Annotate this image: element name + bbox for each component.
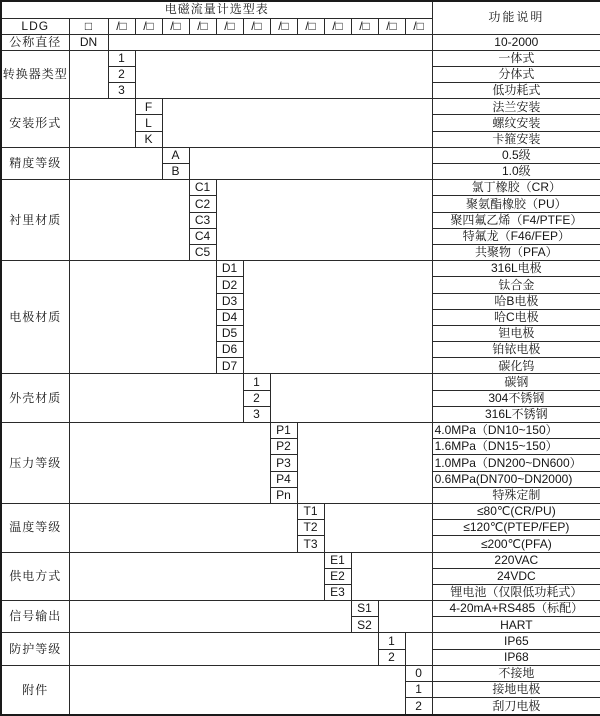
option-code-cell: T1: [297, 503, 324, 519]
function-description-cell: 刮刀电极: [432, 698, 600, 715]
option-code-cell: B: [162, 164, 189, 180]
function-description-cell: IP65: [432, 633, 600, 649]
spacer-cell: [69, 50, 108, 99]
category-label: 附件: [1, 665, 69, 715]
option-code-cell: K: [135, 131, 162, 147]
function-description-cell: 钽电极: [432, 325, 600, 341]
model-code-slot: /□: [162, 18, 189, 34]
option-row: [1, 99, 600, 115]
function-description-cell: 共聚物（PFA）: [432, 244, 600, 260]
category-label: 安装形式: [1, 99, 69, 148]
option-code-cell: C2: [189, 196, 216, 212]
spacer-cell: [69, 99, 135, 148]
function-description-cell: 氯丁橡胶（CR）: [432, 180, 600, 196]
category-label: 转换器类型: [1, 50, 69, 99]
spacer-cell: [69, 633, 378, 665]
function-description-cell: 4.0MPa（DN10~150）: [432, 423, 600, 439]
category-label: 外壳材质: [1, 374, 69, 423]
model-code-slot: /□: [297, 18, 324, 34]
option-row: [1, 147, 600, 163]
category-label: 防护等级: [1, 633, 69, 665]
option-code-cell: 0: [405, 665, 432, 681]
function-description-cell: 锂电池（仅限低功耗式）: [432, 584, 600, 600]
function-description-cell: 分体式: [432, 66, 600, 82]
model-code-slot: /□: [270, 18, 297, 34]
option-code-cell: 2: [108, 66, 135, 82]
function-description-cell: HART: [432, 617, 600, 633]
function-description-cell: 24VDC: [432, 568, 600, 584]
option-row: [1, 261, 600, 277]
category-label: 供电方式: [1, 552, 69, 601]
spacer-cell: [324, 503, 432, 552]
function-description-cell: 接地电极: [432, 682, 600, 698]
spacer-cell: [162, 99, 432, 148]
function-description-cell: 特殊定制: [432, 487, 600, 503]
option-row: [1, 423, 600, 439]
spacer-cell: [405, 633, 432, 665]
option-code-cell: L: [135, 115, 162, 131]
model-prefix: LDG: [1, 18, 69, 34]
function-description-cell: 聚四氟乙烯（F4/PTFE）: [432, 212, 600, 228]
model-code-slot: /□: [108, 18, 135, 34]
function-description-cell: 316L电极: [432, 261, 600, 277]
option-code-cell: S2: [351, 617, 378, 633]
option-code-cell: 1: [405, 682, 432, 698]
spacer-cell: [69, 552, 324, 601]
spacer-cell: [69, 423, 270, 504]
category-label: 公称直径: [1, 34, 69, 50]
category-label: 衬里材质: [1, 180, 69, 261]
spacer-cell: [297, 423, 432, 504]
function-description-cell: 一体式: [432, 50, 600, 66]
spacer-cell: [69, 374, 243, 423]
spacer-cell: [69, 180, 189, 261]
option-code-cell: 3: [108, 83, 135, 99]
option-code-cell: 1: [378, 633, 405, 649]
model-code-slot: /□: [324, 18, 351, 34]
function-column-header: 功能说明: [432, 1, 600, 34]
spacer-cell: [108, 34, 432, 50]
option-code-cell: D3: [216, 293, 243, 309]
function-description-cell: 0.6MPa(DN700~DN2000): [432, 471, 600, 487]
option-code-cell: F: [135, 99, 162, 115]
function-description-cell: ≤80℃(CR/PU): [432, 503, 600, 519]
page-title: 电磁流量计选型表: [1, 1, 432, 18]
option-row: [1, 180, 600, 196]
option-code-cell: E2: [324, 568, 351, 584]
function-description-cell: ≤200℃(PFA): [432, 536, 600, 552]
function-description-cell: ≤120℃(PTEP/FEP): [432, 520, 600, 536]
function-description-cell: 1.6MPa（DN15~150）: [432, 439, 600, 455]
function-description-cell: 220VAC: [432, 552, 600, 568]
option-row: [1, 601, 600, 617]
option-row: [1, 50, 600, 66]
category-label: 压力等级: [1, 423, 69, 504]
function-description-cell: 碳钢: [432, 374, 600, 390]
option-code-cell: E1: [324, 552, 351, 568]
model-code-slot: /□: [135, 18, 162, 34]
option-row: [1, 665, 600, 681]
option-code-cell: D2: [216, 277, 243, 293]
spacer-cell: [243, 261, 432, 374]
option-code-cell: C3: [189, 212, 216, 228]
spacer-cell: [189, 147, 432, 179]
category-label: 电极材质: [1, 261, 69, 374]
option-code-cell: Pn: [270, 487, 297, 503]
function-description-cell: 低功耗式: [432, 83, 600, 99]
function-description-cell: 铂铱电极: [432, 342, 600, 358]
model-code-slot: /□: [351, 18, 378, 34]
function-description-cell: IP68: [432, 649, 600, 665]
option-code-cell: S1: [351, 601, 378, 617]
function-description-cell: 钛合金: [432, 277, 600, 293]
option-code-cell: P1: [270, 423, 297, 439]
model-code-slot: /□: [405, 18, 432, 34]
function-description-cell: 1.0级: [432, 164, 600, 180]
spacer-cell: [351, 552, 432, 601]
function-description-cell: 聚氨酯橡胶（PU）: [432, 196, 600, 212]
title-row: [1, 1, 600, 18]
spacer-cell: [135, 50, 432, 99]
function-description-cell: 1.0MPa（DN200~DN600）: [432, 455, 600, 471]
option-code-cell: T3: [297, 536, 324, 552]
option-code-cell: D1: [216, 261, 243, 277]
option-row: [1, 633, 600, 649]
option-code-cell: 2: [243, 390, 270, 406]
spacer-cell: [270, 374, 432, 423]
option-code-cell: 2: [378, 649, 405, 665]
option-row: [1, 552, 600, 568]
function-description-cell: 哈C电极: [432, 309, 600, 325]
spacer-cell: [69, 665, 405, 715]
model-code-slot: /□: [216, 18, 243, 34]
function-description-cell: 不接地: [432, 665, 600, 681]
option-code-cell: P3: [270, 455, 297, 471]
function-description-cell: 法兰安装: [432, 99, 600, 115]
spacer-cell: [378, 601, 432, 633]
option-code-cell: D4: [216, 309, 243, 325]
option-row: [1, 374, 600, 390]
option-code-cell: 1: [108, 50, 135, 66]
function-description-cell: 304不锈钢: [432, 390, 600, 406]
spacer-cell: [216, 180, 432, 261]
model-code-slot: /□: [243, 18, 270, 34]
option-code-cell: C1: [189, 180, 216, 196]
spacer-cell: [69, 261, 216, 374]
function-description-cell: 哈B电极: [432, 293, 600, 309]
option-code-cell: DN: [69, 34, 108, 50]
spacer-cell: [69, 147, 162, 179]
function-description-cell: 特氟龙（F46/FEP）: [432, 228, 600, 244]
function-description-cell: 卡箍安装: [432, 131, 600, 147]
option-code-cell: 2: [405, 698, 432, 715]
option-code-cell: A: [162, 147, 189, 163]
spacer-cell: [69, 601, 351, 633]
option-row: [1, 34, 600, 50]
function-description-cell: 0.5级: [432, 147, 600, 163]
function-description-cell: 4-20mA+RS485（标配）: [432, 601, 600, 617]
option-row: [1, 503, 600, 519]
option-code-cell: D6: [216, 342, 243, 358]
option-code-cell: D5: [216, 325, 243, 341]
category-label: 温度等级: [1, 503, 69, 552]
function-description-cell: 碳化钨: [432, 358, 600, 374]
model-code-slot: /□: [189, 18, 216, 34]
option-code-cell: C4: [189, 228, 216, 244]
function-description-cell: 316L不锈钢: [432, 406, 600, 422]
category-label: 精度等级: [1, 147, 69, 179]
option-code-cell: D7: [216, 358, 243, 374]
option-code-cell: 3: [243, 406, 270, 422]
model-code-slot: /□: [378, 18, 405, 34]
model-code-box: □: [69, 18, 108, 34]
option-code-cell: C5: [189, 244, 216, 260]
spacer-cell: [69, 503, 297, 552]
function-description-cell: 螺纹安装: [432, 115, 600, 131]
option-code-cell: E3: [324, 584, 351, 600]
option-code-cell: P4: [270, 471, 297, 487]
function-description-cell: 10-2000: [432, 34, 600, 50]
option-code-cell: T2: [297, 520, 324, 536]
option-code-cell: P2: [270, 439, 297, 455]
option-code-cell: 1: [243, 374, 270, 390]
category-label: 信号输出: [1, 601, 69, 633]
